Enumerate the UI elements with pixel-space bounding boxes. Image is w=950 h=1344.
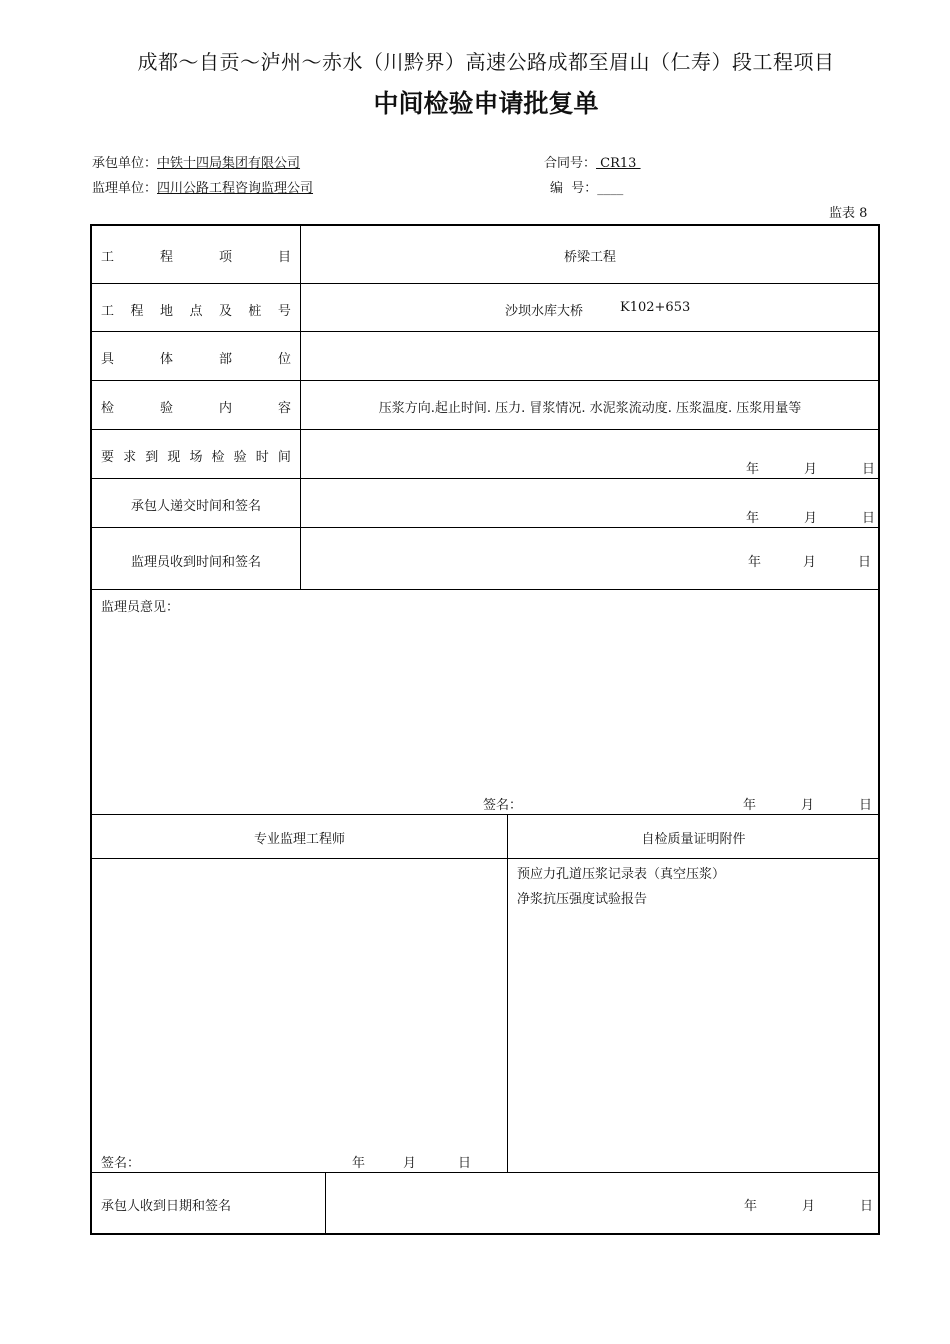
contract-value: CR13: [596, 156, 641, 171]
project-value: 桥梁工程: [563, 250, 616, 265]
location-station: K102+653: [620, 300, 691, 315]
opinion-label: 监理员意见：: [101, 600, 180, 615]
contractor-label: 承包单位：: [92, 156, 158, 171]
content-label: 检 验 内 容: [101, 401, 291, 416]
opinion-date: 年 月 日: [743, 798, 873, 813]
form-table: [90, 224, 880, 1235]
attachments-header: 自检质量证明附件: [641, 832, 746, 847]
number-value: ____: [597, 181, 624, 196]
content-value: 压浆方向.起止时间. 压力. 冒浆情况. 水泥浆流动度. 压浆温度. 压浆用量等: [378, 401, 802, 416]
project-label: 工 程 项 目: [101, 250, 291, 265]
part-label: 具 体 部 位: [101, 352, 291, 367]
location-label: 工 程 地 点 及 桩 号: [101, 304, 291, 319]
submit-label: 承包人递交时间和签名: [130, 499, 261, 514]
contract-label: 合同号：: [544, 156, 597, 171]
supervisor-value: 四川公路工程咨询监理公司: [157, 181, 314, 196]
supervisor-line: [92, 177, 313, 196]
submit-date: 年 月 日: [746, 511, 876, 526]
contract-line: [544, 152, 641, 171]
receive-date: 年 月 日: [748, 555, 872, 570]
supervisor-label: 监理单位：: [92, 181, 158, 196]
location-value: 沙坝水库大桥: [505, 304, 584, 319]
time-label: 要 求 到 现 场 检 验 时 间: [101, 450, 291, 465]
contractor-line: [92, 152, 300, 171]
receive-label: 监理员收到时间和签名: [130, 555, 261, 570]
form-title: 中间检验申请批复单: [373, 89, 599, 118]
time-date: 年 月 日: [746, 462, 876, 477]
engineer-header: 专业监理工程师: [253, 832, 345, 847]
engineer-date: 年 月 日: [352, 1156, 472, 1171]
project-title: 成都～自贡～泸州～赤水（川黔界）高速公路成都至眉山（仁寿）段工程项目: [137, 50, 835, 74]
footer-date: 年 月 日: [744, 1199, 874, 1214]
number-label: 编 号：: [550, 181, 598, 196]
attachment-item: 预应力孔道压浆记录表（真空压浆）: [517, 867, 726, 882]
number-line: [550, 177, 623, 196]
form-code: 监表 8: [829, 206, 868, 221]
engineer-sign: 签名：: [101, 1156, 141, 1171]
attachment-item: 净浆抗压强度试验报告: [517, 892, 648, 907]
footer-label: 承包人收到日期和签名: [101, 1199, 232, 1214]
opinion-sign: 签名：: [483, 798, 523, 813]
contractor-value: 中铁十四局集团有限公司: [157, 156, 301, 171]
